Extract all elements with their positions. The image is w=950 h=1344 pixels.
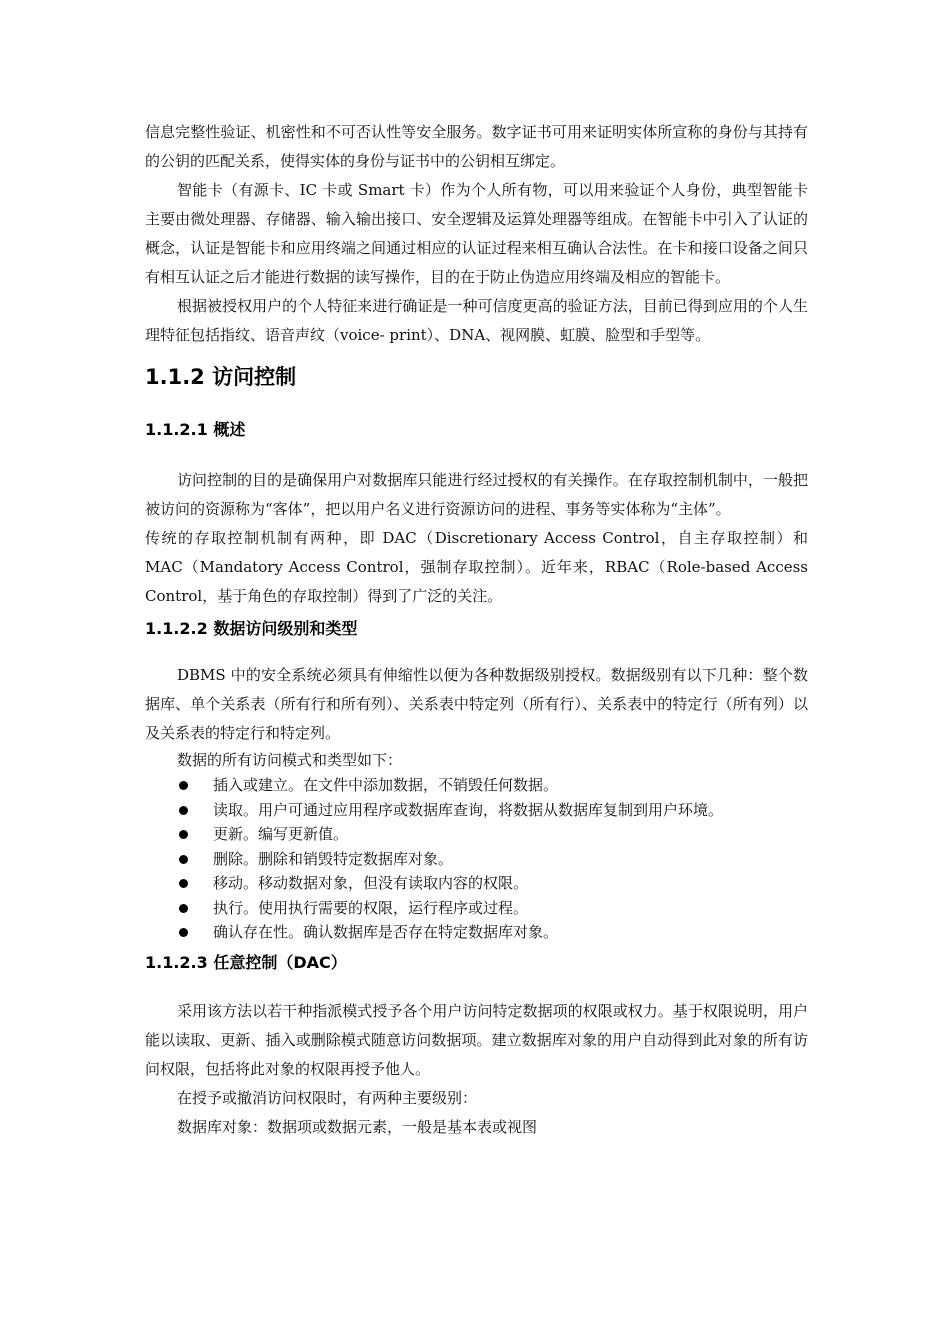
access-mode-list xyxy=(145,773,808,945)
paragraph-access-levels: DBMS 中的安全系统必须具有伸缩性以便为各种数据级别授权。数据级别有以下几种：整个数据库、单个关系表（所有行和所有列）、关系表中特定列（所有行）、关系表中的特定行（所有列）以及关系表的特定行和特定列。 xyxy=(145,666,808,742)
list-item: 插入或建立。在文件中添加数据，不销毁任何数据。 xyxy=(145,773,808,798)
list-item: 更新。编写更新值。 xyxy=(145,822,808,847)
bullet-icon xyxy=(179,879,188,888)
list-item: 移动。移动数据对象，但没有读取内容的权限。 xyxy=(145,871,808,896)
list-item: 执行。使用执行需要的权限，运行程序或过程。 xyxy=(145,896,808,921)
bullet-icon xyxy=(179,830,188,839)
list-item: 读取。用户可通过应用程序或数据库查询，将数据从数据库复制到用户环境。 xyxy=(145,798,808,823)
paragraph-overview-2: 传统的存取控制机制有两种，即 DAC（Discretionary Access Control，自主存取控制）和 MAC（Mandatory Access Control，强制存取控制）。近年来，RBAC（Role-based Access Control，基于角色的存取控制）得到了广泛的关注。 xyxy=(145,529,808,605)
paragraph-overview-1: 访问控制的目的是确保用户对数据库只能进行经过授权的有关操作。在存取控制机制中，一般把被访问的资源称为“客体”，把以用户名义进行资源访问的进程、事务等实体称为“主体”。 xyxy=(145,471,808,518)
paragraph-smart-card: 智能卡（有源卡、IC 卡或 Smart 卡）作为个人所有物，可以用来验证个人身份，典型智能卡主要由微处理器、存储器、输入输出接口、安全逻辑及运算处理器等组成。在智能卡中引入了认证的概念，认证是智能卡和应用终端之间通过相应的认证过程来相互确认合法性。在卡和接口设备之间只有相互认证之后才能进行数据的读写操作，目的在于防止伪造应用终端及相应的智能卡。 xyxy=(145,181,808,286)
heading-access-control: 1.1.2 访问控制 xyxy=(145,365,297,389)
list-item: 确认存在性。确认数据库是否存在特定数据库对象。 xyxy=(145,920,808,945)
paragraph-dac-1: 采用该方法以若干种指派模式授予各个用户访问特定数据项的权限或权力。基于权限说明，用户能以读取、更新、插入或删除模式随意访问数据项。建立数据库对象的用户自动得到此对象的所有访问权限，包括将此对象的权限再授予他人。 xyxy=(145,1001,808,1078)
document-page xyxy=(145,118,808,1142)
paragraph-dac-3: 数据库对象：数据项或数据元素，一般是基本表或视图 xyxy=(177,1117,538,1136)
heading-dac: 1.1.2.3 任意控制（DAC） xyxy=(145,952,347,972)
heading-overview: 1.1.2.1 概述 xyxy=(145,420,246,439)
bullet-icon xyxy=(179,806,188,815)
bullet-icon xyxy=(179,904,188,913)
paragraph-biometrics: 根据被授权用户的个人特征来进行确证是一种可信度更高的验证方法，目前已得到应用的个人生理特征包括指纹、语音声纹（voice- print）、DNA、视网膜、虹膜、脸型和手型等。 xyxy=(145,297,808,344)
paragraph-dac-2: 在授予或撤消访问权限时，有两种主要级别： xyxy=(177,1088,478,1107)
heading-access-levels: 1.1.2.2 数据访问级别和类型 xyxy=(145,619,358,638)
bullet-icon xyxy=(179,781,188,790)
paragraph-certificate: 信息完整性验证、机密性和不可否认性等安全服务。数字证书可用来证明实体所宣称的身份与其持有的公钥的匹配关系，使得实体的身份与证书中的公钥相互绑定。 xyxy=(145,123,808,170)
list-item: 删除。删除和销毁特定数据库对象。 xyxy=(145,847,808,872)
bullet-icon xyxy=(179,928,188,937)
bullet-icon xyxy=(179,855,188,864)
list-intro: 数据的所有访问模式和类型如下： xyxy=(177,751,403,769)
